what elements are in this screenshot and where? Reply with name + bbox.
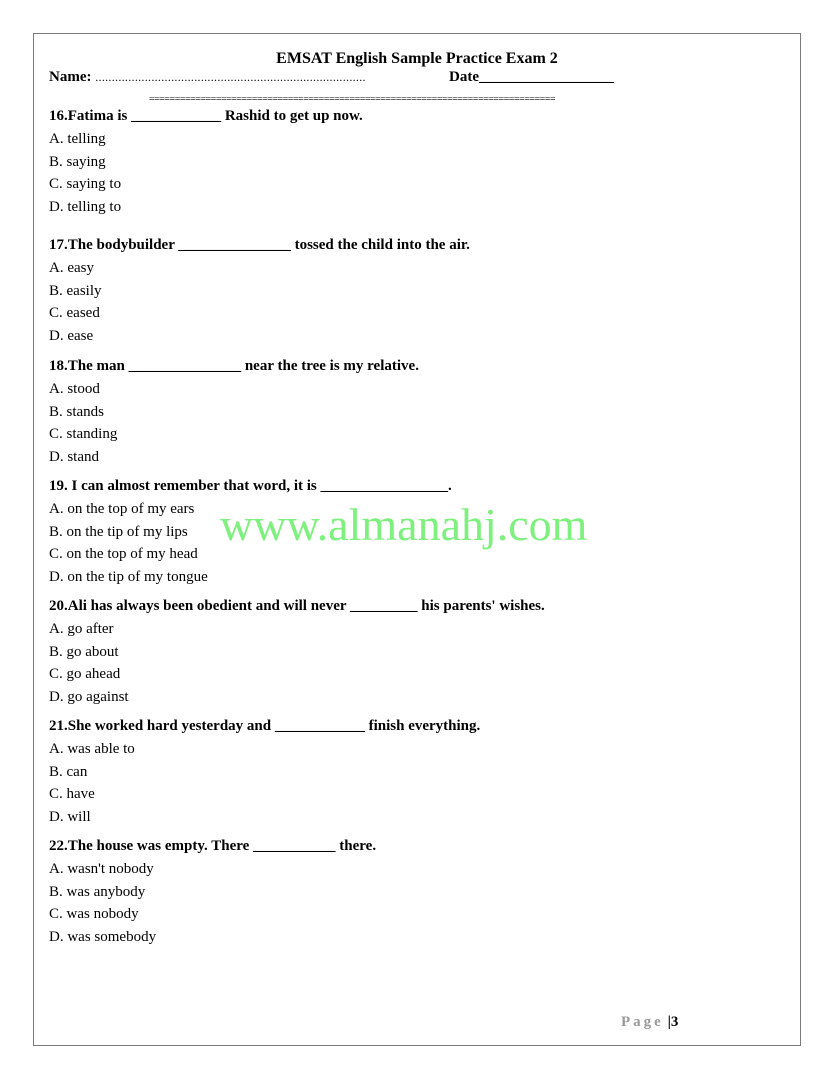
- watermark: www.almanahj.com: [220, 499, 588, 550]
- option-b: B. easily: [49, 282, 102, 299]
- option-c: C. was nobody: [49, 906, 139, 923]
- option-c: C. saying to: [49, 176, 122, 193]
- option-d: D. was somebody: [49, 928, 157, 945]
- question-16: [49, 105, 363, 218]
- question-text: 18.The man _______________ near the tree is my relative.: [49, 358, 419, 374]
- option-c: C. standing: [49, 426, 118, 443]
- option-c: C. eased: [49, 305, 100, 322]
- header-separator: ===============================================================================: [149, 94, 556, 105]
- page-footer: [621, 1014, 678, 1031]
- name-date-row: [49, 69, 614, 86]
- page-number: 3: [670, 1014, 679, 1030]
- option-a: A. go after: [49, 621, 114, 637]
- question-18: [49, 355, 419, 468]
- option-d: D. on the tip of my tongue: [49, 568, 208, 585]
- question-text: 20.Ali has always been obedient and will never _________ his parents' wishes.: [49, 598, 545, 614]
- question-text: 21.She worked hard yesterday and ____________ finish everything.: [49, 718, 481, 734]
- exam-title: EMSAT English Sample Practice Exam 2: [276, 50, 558, 67]
- question-text: 19. I can almost remember that word, it is _________________.: [49, 478, 452, 494]
- option-d: D. ease: [49, 327, 94, 344]
- question-text: 22.The house was empty. There ___________ there.: [49, 838, 377, 854]
- option-c: C. on the top of my head: [49, 546, 198, 563]
- option-b: B. can: [49, 763, 88, 780]
- option-d: D. will: [49, 808, 91, 825]
- page-separator: |: [667, 1014, 671, 1030]
- question-text: 17.The bodybuilder _______________ tossed the child into the air.: [49, 237, 470, 253]
- question-22: [49, 835, 376, 948]
- name-label: Name:: [49, 69, 92, 85]
- option-a: A. on the top of my ears: [49, 501, 195, 517]
- question-17: [49, 234, 470, 347]
- option-a: A. telling: [49, 131, 106, 147]
- question-text: 16.Fatima is ____________ Rashid to get up now.: [49, 108, 363, 124]
- option-b: B. stands: [49, 403, 105, 420]
- option-d: D. telling to: [49, 198, 122, 215]
- option-a: A. easy: [49, 260, 94, 276]
- option-d: D. go against: [49, 688, 129, 705]
- option-b: B. was anybody: [49, 883, 146, 900]
- question-20: [49, 595, 545, 708]
- option-a: A. was able to: [49, 741, 135, 757]
- option-b: B. on the tip of my lips: [49, 523, 188, 540]
- option-d: D. stand: [49, 448, 99, 465]
- option-c: C. go ahead: [49, 666, 121, 683]
- option-c: C. have: [49, 786, 95, 803]
- option-b: B. go about: [49, 643, 119, 660]
- name-field-dots: ..................................................................................: [95, 70, 366, 84]
- option-b: B. saying: [49, 153, 106, 170]
- question-21: [49, 715, 480, 828]
- page-label: Page: [621, 1014, 664, 1030]
- option-a: A. stood: [49, 381, 100, 397]
- date-label: Date__________________: [449, 69, 614, 85]
- option-a: A. wasn't nobody: [49, 861, 154, 877]
